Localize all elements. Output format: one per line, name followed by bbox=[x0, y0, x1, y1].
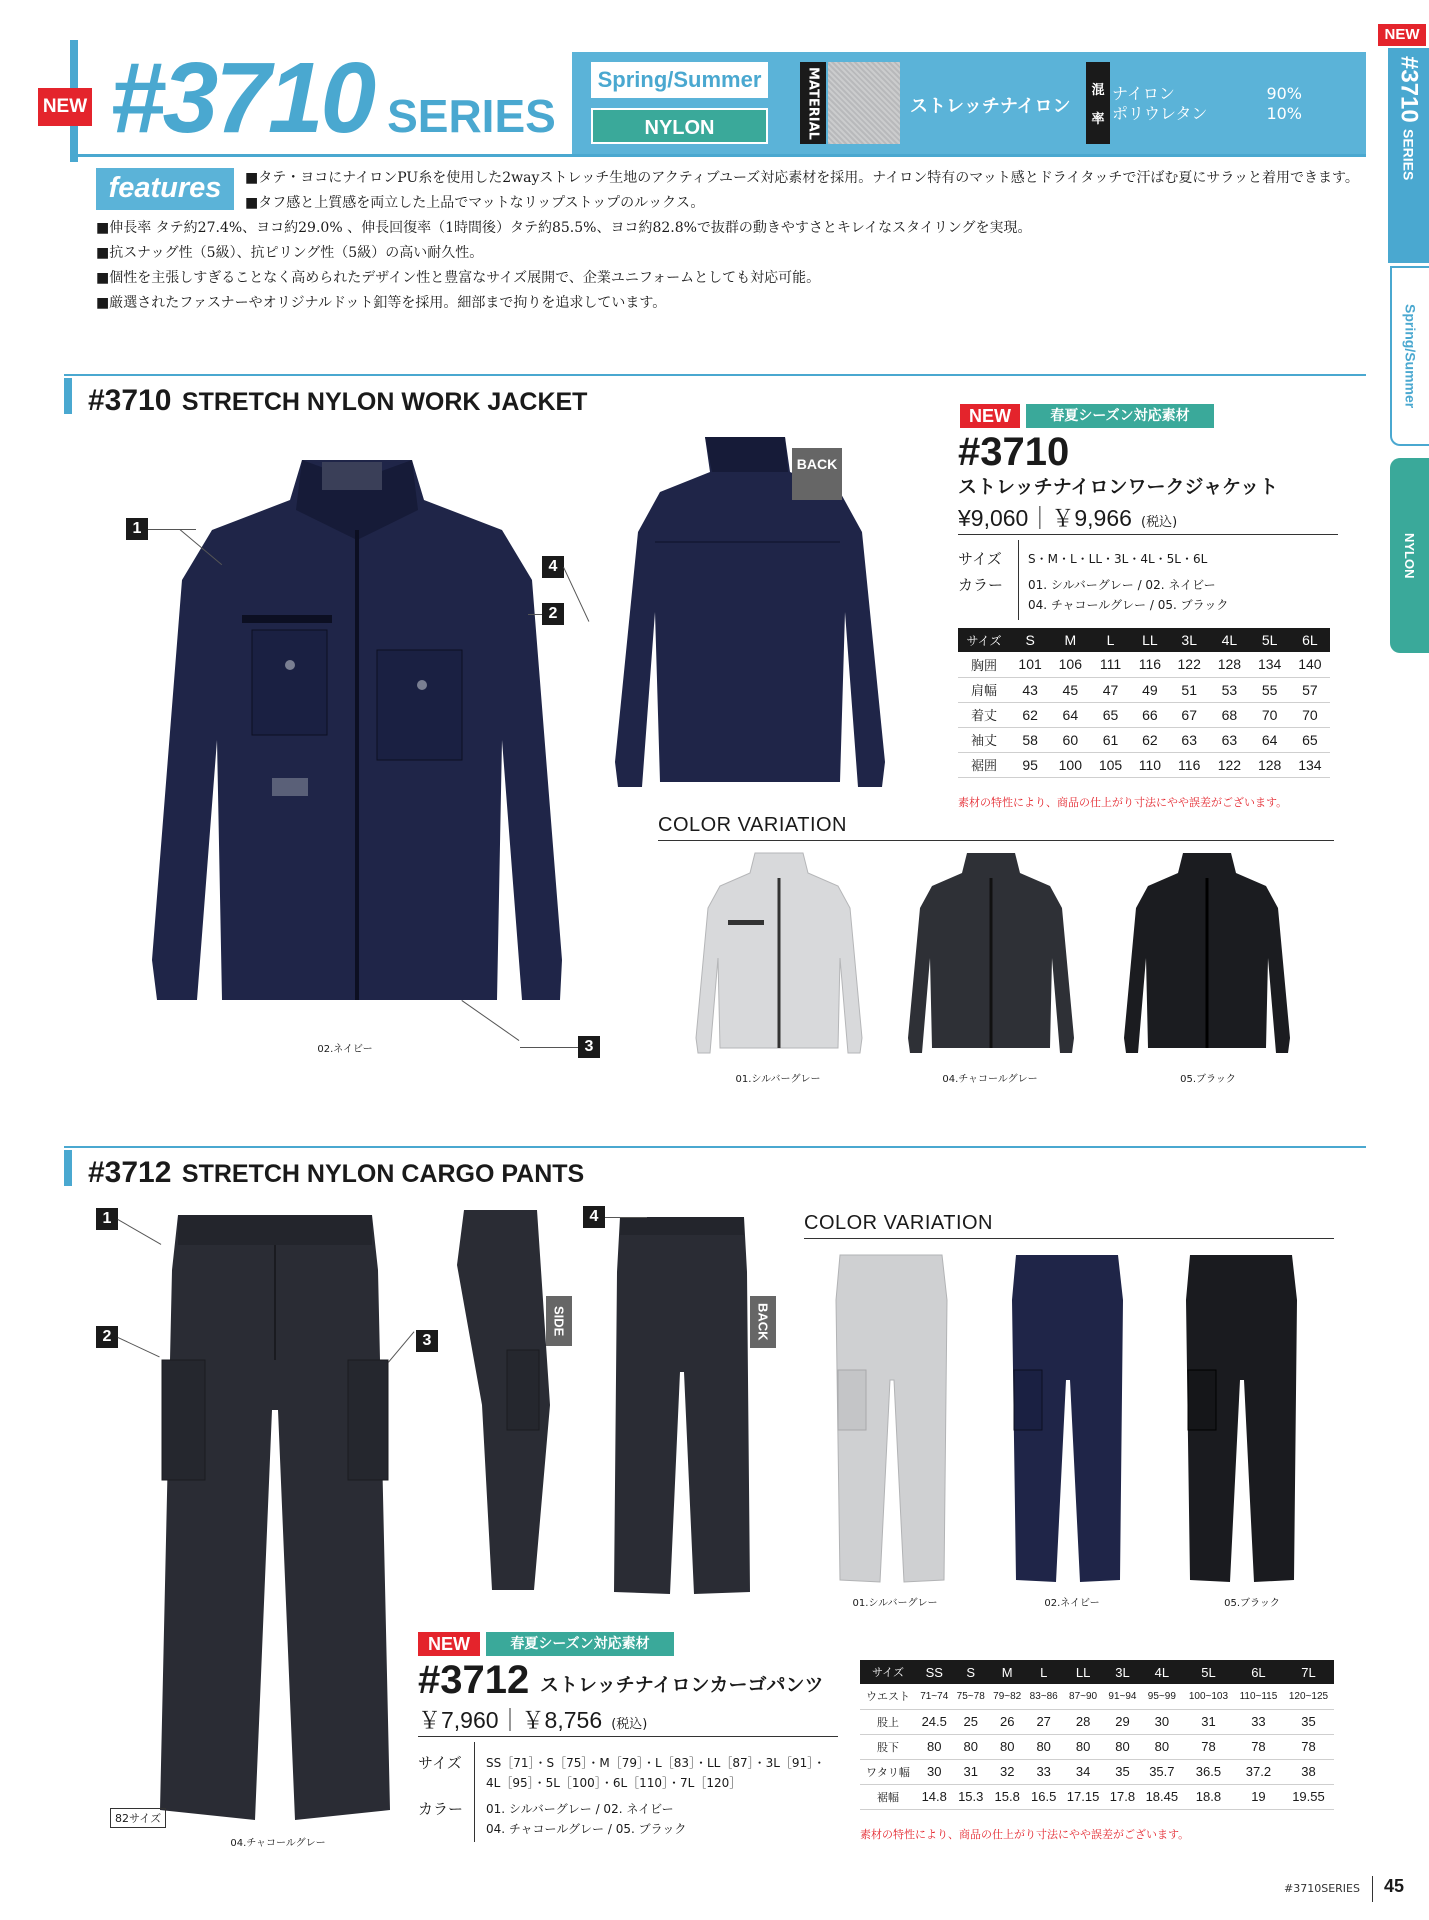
feature-line-1: ■タテ・ヨコにナイロンPU糸を使用した2wayストレッチ生地のアクティブユーズ対応素材を採用。ナイロン特有のマット感とドライタッチで汗ばむ夏にサラッと着用できます。 bbox=[245, 170, 1359, 186]
pants-color-variation-title: COLOR VARIATION bbox=[804, 1212, 994, 1234]
jacket-variation-caption-3: 05.ブラック bbox=[1180, 1074, 1236, 1085]
jacket-color-variation-title: COLOR VARIATION bbox=[658, 814, 848, 836]
pants-size-note-red: 素材の特性により、商品の仕上がり寸法にやや誤差がございます。 bbox=[860, 1828, 1190, 1841]
series-number: #3710 SERIES bbox=[110, 42, 556, 154]
pants-side-image bbox=[452, 1205, 562, 1595]
jacket-info-divider bbox=[1018, 540, 1019, 620]
table-row: 裾囲 95 100 105 110 116 122 128 134 bbox=[958, 752, 1330, 777]
footer-series: #3710SERIES bbox=[1284, 1882, 1360, 1895]
pants-variation-silver bbox=[832, 1250, 950, 1590]
pants-product-name: ストレッチナイロンカーゴパンツ bbox=[540, 1674, 824, 1696]
table-row: 袖丈 58 60 61 62 63 63 64 65 bbox=[958, 727, 1330, 752]
table-row: ワタリ幅 30 31 32 33 34 35 35.7 36.5 37.2 38 bbox=[860, 1759, 1334, 1784]
side-tab-season[interactable]: Spring/Summer bbox=[1390, 266, 1429, 446]
fabric-swatch bbox=[828, 62, 900, 144]
pants-colors-1: 01. シルバーグレー / 02. ネイビー bbox=[486, 1802, 674, 1816]
table-row: サイズ SS S M L LL 3L 4L 5L 6L 7L bbox=[860, 1660, 1334, 1684]
feature-line-6: ■厳選されたファスナーやオリジナルドット釦等を採用。細部まで拘りを追求しています。 bbox=[96, 295, 667, 311]
jacket-variation-charcoal bbox=[902, 848, 1080, 1068]
feature-line-4: ■抗スナッグ性（5級）、抗ピリング性（5級）の高い耐久性。 bbox=[96, 245, 484, 261]
pants-variation-caption-2: 02.ネイビー bbox=[1044, 1598, 1100, 1609]
pants-new-badge: NEW bbox=[418, 1632, 480, 1656]
jacket-variation-caption-2: 04.チャコールグレー bbox=[942, 1074, 1038, 1085]
table-row: 股上 24.5 25 26 27 28 29 30 31 33 35 bbox=[860, 1709, 1334, 1734]
pants-color-label: カラー bbox=[418, 1800, 464, 1818]
pants-side-label: SIDE bbox=[546, 1296, 572, 1346]
new-badge: NEW bbox=[38, 88, 92, 126]
pants-callout-2: 2 bbox=[96, 1326, 118, 1348]
jacket-color-label: カラー bbox=[958, 576, 1004, 594]
pants-size-table bbox=[860, 1660, 1334, 1810]
jacket-size-note: 素材の特性により、商品の仕上がり寸法にやや誤差がございます。 bbox=[958, 796, 1288, 809]
pants-info-divider bbox=[474, 1742, 475, 1842]
jacket-colors-1: 01. シルバーグレー / 02. ネイビー bbox=[1028, 578, 1216, 592]
material-label: MATERIAL bbox=[800, 62, 826, 144]
table-row: サイズ S M L LL 3L 4L 5L 6L bbox=[958, 628, 1330, 652]
pants-back-image bbox=[612, 1212, 752, 1597]
side-new-badge: NEW bbox=[1378, 24, 1426, 46]
footer-divider bbox=[1372, 1876, 1373, 1902]
feature-line-2: ■タフ感と上質感を両立した上品でマットなリップストップのルックス。 bbox=[245, 195, 705, 211]
table-row: 着丈 62 64 65 66 67 68 70 70 bbox=[958, 702, 1330, 727]
jacket-size-table bbox=[958, 628, 1330, 778]
jacket-front-image bbox=[112, 440, 602, 1048]
blend-list: ナイロン 90% ポリウレタン 10% bbox=[1112, 84, 1302, 123]
pants-sizes-2: 4L［95］・5L［100］・6L［110］・7L［120］ bbox=[486, 1776, 742, 1790]
pants-section-rule bbox=[64, 1146, 1366, 1148]
pants-variation-black bbox=[1182, 1250, 1300, 1590]
pants-back-label: BACK bbox=[750, 1296, 776, 1348]
table-row: 胸囲 101 106 111 116 122 128 134 140 bbox=[958, 652, 1330, 677]
jacket-sizes: S・M・L・LL・3L・4L・5L・6L bbox=[1028, 552, 1208, 566]
pants-season-tag: 春夏シーズン対応素材 bbox=[486, 1632, 674, 1656]
category-badge: NYLON bbox=[591, 108, 768, 144]
jacket-variation-silver bbox=[690, 848, 868, 1068]
side-tab-series[interactable]: #3710SERIES bbox=[1388, 48, 1429, 263]
pants-product-code: #3712 bbox=[418, 1658, 530, 1702]
jacket-section-accent bbox=[64, 378, 72, 414]
feature-line-5: ■個性を主張しすぎることなく高められたデザイン性と豊富なサイズ展開で、企業ユニフォームとしても対応可能。 bbox=[96, 270, 821, 286]
pants-size-note: 82サイズ bbox=[110, 1808, 166, 1828]
table-row: 股下 80 80 80 80 80 80 80 78 78 78 bbox=[860, 1734, 1334, 1759]
pants-section-title: #3712 STRETCH NYLON CARGO PANTS bbox=[88, 1156, 585, 1189]
jacket-back-label: BACK bbox=[792, 448, 842, 500]
jacket-callout-1: 1 bbox=[126, 518, 148, 540]
features-label: features bbox=[96, 168, 234, 210]
pants-variation-caption-1: 01.シルバーグレー bbox=[852, 1598, 938, 1609]
pants-main-caption: 04.チャコールグレー bbox=[230, 1838, 326, 1849]
jacket-product-code: #3710 bbox=[958, 430, 1070, 474]
jacket-main-caption: 02.ネイビー bbox=[317, 1044, 373, 1055]
side-tab-category[interactable]: NYLON bbox=[1390, 458, 1429, 653]
jacket-colors-2: 04. チャコールグレー / 05. ブラック bbox=[1028, 598, 1229, 612]
jacket-section-title: #3710 STRETCH NYLON WORK JACKET bbox=[88, 384, 588, 417]
pants-color-variation-rule bbox=[804, 1238, 1334, 1239]
jacket-variation-black bbox=[1118, 848, 1296, 1068]
season-badge: Spring/Summer bbox=[591, 62, 768, 98]
pants-price: ￥7,960｜￥8,756 (税込) bbox=[418, 1707, 648, 1733]
jacket-info-rule-top bbox=[958, 534, 1338, 535]
jacket-callout-3: 3 bbox=[578, 1036, 600, 1058]
jacket-size-label: サイズ bbox=[958, 550, 1002, 568]
material-name: ストレッチナイロン bbox=[910, 96, 1071, 117]
pants-callout-3: 3 bbox=[416, 1330, 438, 1352]
feature-line-3: ■伸長率 タテ約27.4%、ヨコ約29.0% 、伸長回復率（1時間後）タテ約85.5%、ヨコ約82.8%で抜群の動きやすさとキレイなスタイリングを実現。 bbox=[96, 220, 1032, 236]
pants-variation-caption-3: 05.ブラック bbox=[1224, 1598, 1280, 1609]
blend-label: 混 率 bbox=[1086, 62, 1110, 144]
pants-colors-2: 04. チャコールグレー / 05. ブラック bbox=[486, 1822, 687, 1836]
jacket-back-image bbox=[600, 432, 890, 802]
jacket-callout-4: 4 bbox=[542, 556, 564, 578]
jacket-variation-caption-1: 01.シルバーグレー bbox=[735, 1074, 821, 1085]
jacket-color-variation-rule bbox=[658, 840, 1334, 841]
pants-sizes-1: SS［71］・S［75］・M［79］・L［83］・LL［87］・3L［91］・ bbox=[486, 1756, 826, 1770]
jacket-product-name: ストレッチナイロンワークジャケット bbox=[958, 476, 1279, 498]
jacket-callout-2: 2 bbox=[542, 603, 564, 625]
table-row: ウエスト 71~74 75~78 79~82 83~86 87~90 91~94 95~99 100~103 110~115 120~125 bbox=[860, 1684, 1334, 1709]
pants-callout-1: 1 bbox=[96, 1208, 118, 1230]
pants-front-image bbox=[150, 1210, 400, 1830]
pants-callout-4: 4 bbox=[583, 1206, 605, 1228]
table-row: 肩幅 43 45 47 49 51 53 55 57 bbox=[958, 677, 1330, 702]
pants-variation-navy bbox=[1008, 1250, 1126, 1590]
jacket-season-tag: 春夏シーズン対応素材 bbox=[1026, 404, 1214, 428]
table-row: 裾幅 14.8 15.3 15.8 16.5 17.15 17.8 18.45 18.8 19 19.55 bbox=[860, 1784, 1334, 1809]
jacket-price: ¥9,060｜￥9,966 (税込) bbox=[958, 505, 1178, 531]
jacket-new-badge: NEW bbox=[960, 404, 1020, 428]
pants-size-label: サイズ bbox=[418, 1754, 462, 1772]
pants-section-accent bbox=[64, 1150, 72, 1186]
page-number: 45 bbox=[1384, 1876, 1405, 1896]
jacket-section-rule bbox=[64, 374, 1366, 376]
pants-info-rule-top bbox=[418, 1736, 838, 1737]
